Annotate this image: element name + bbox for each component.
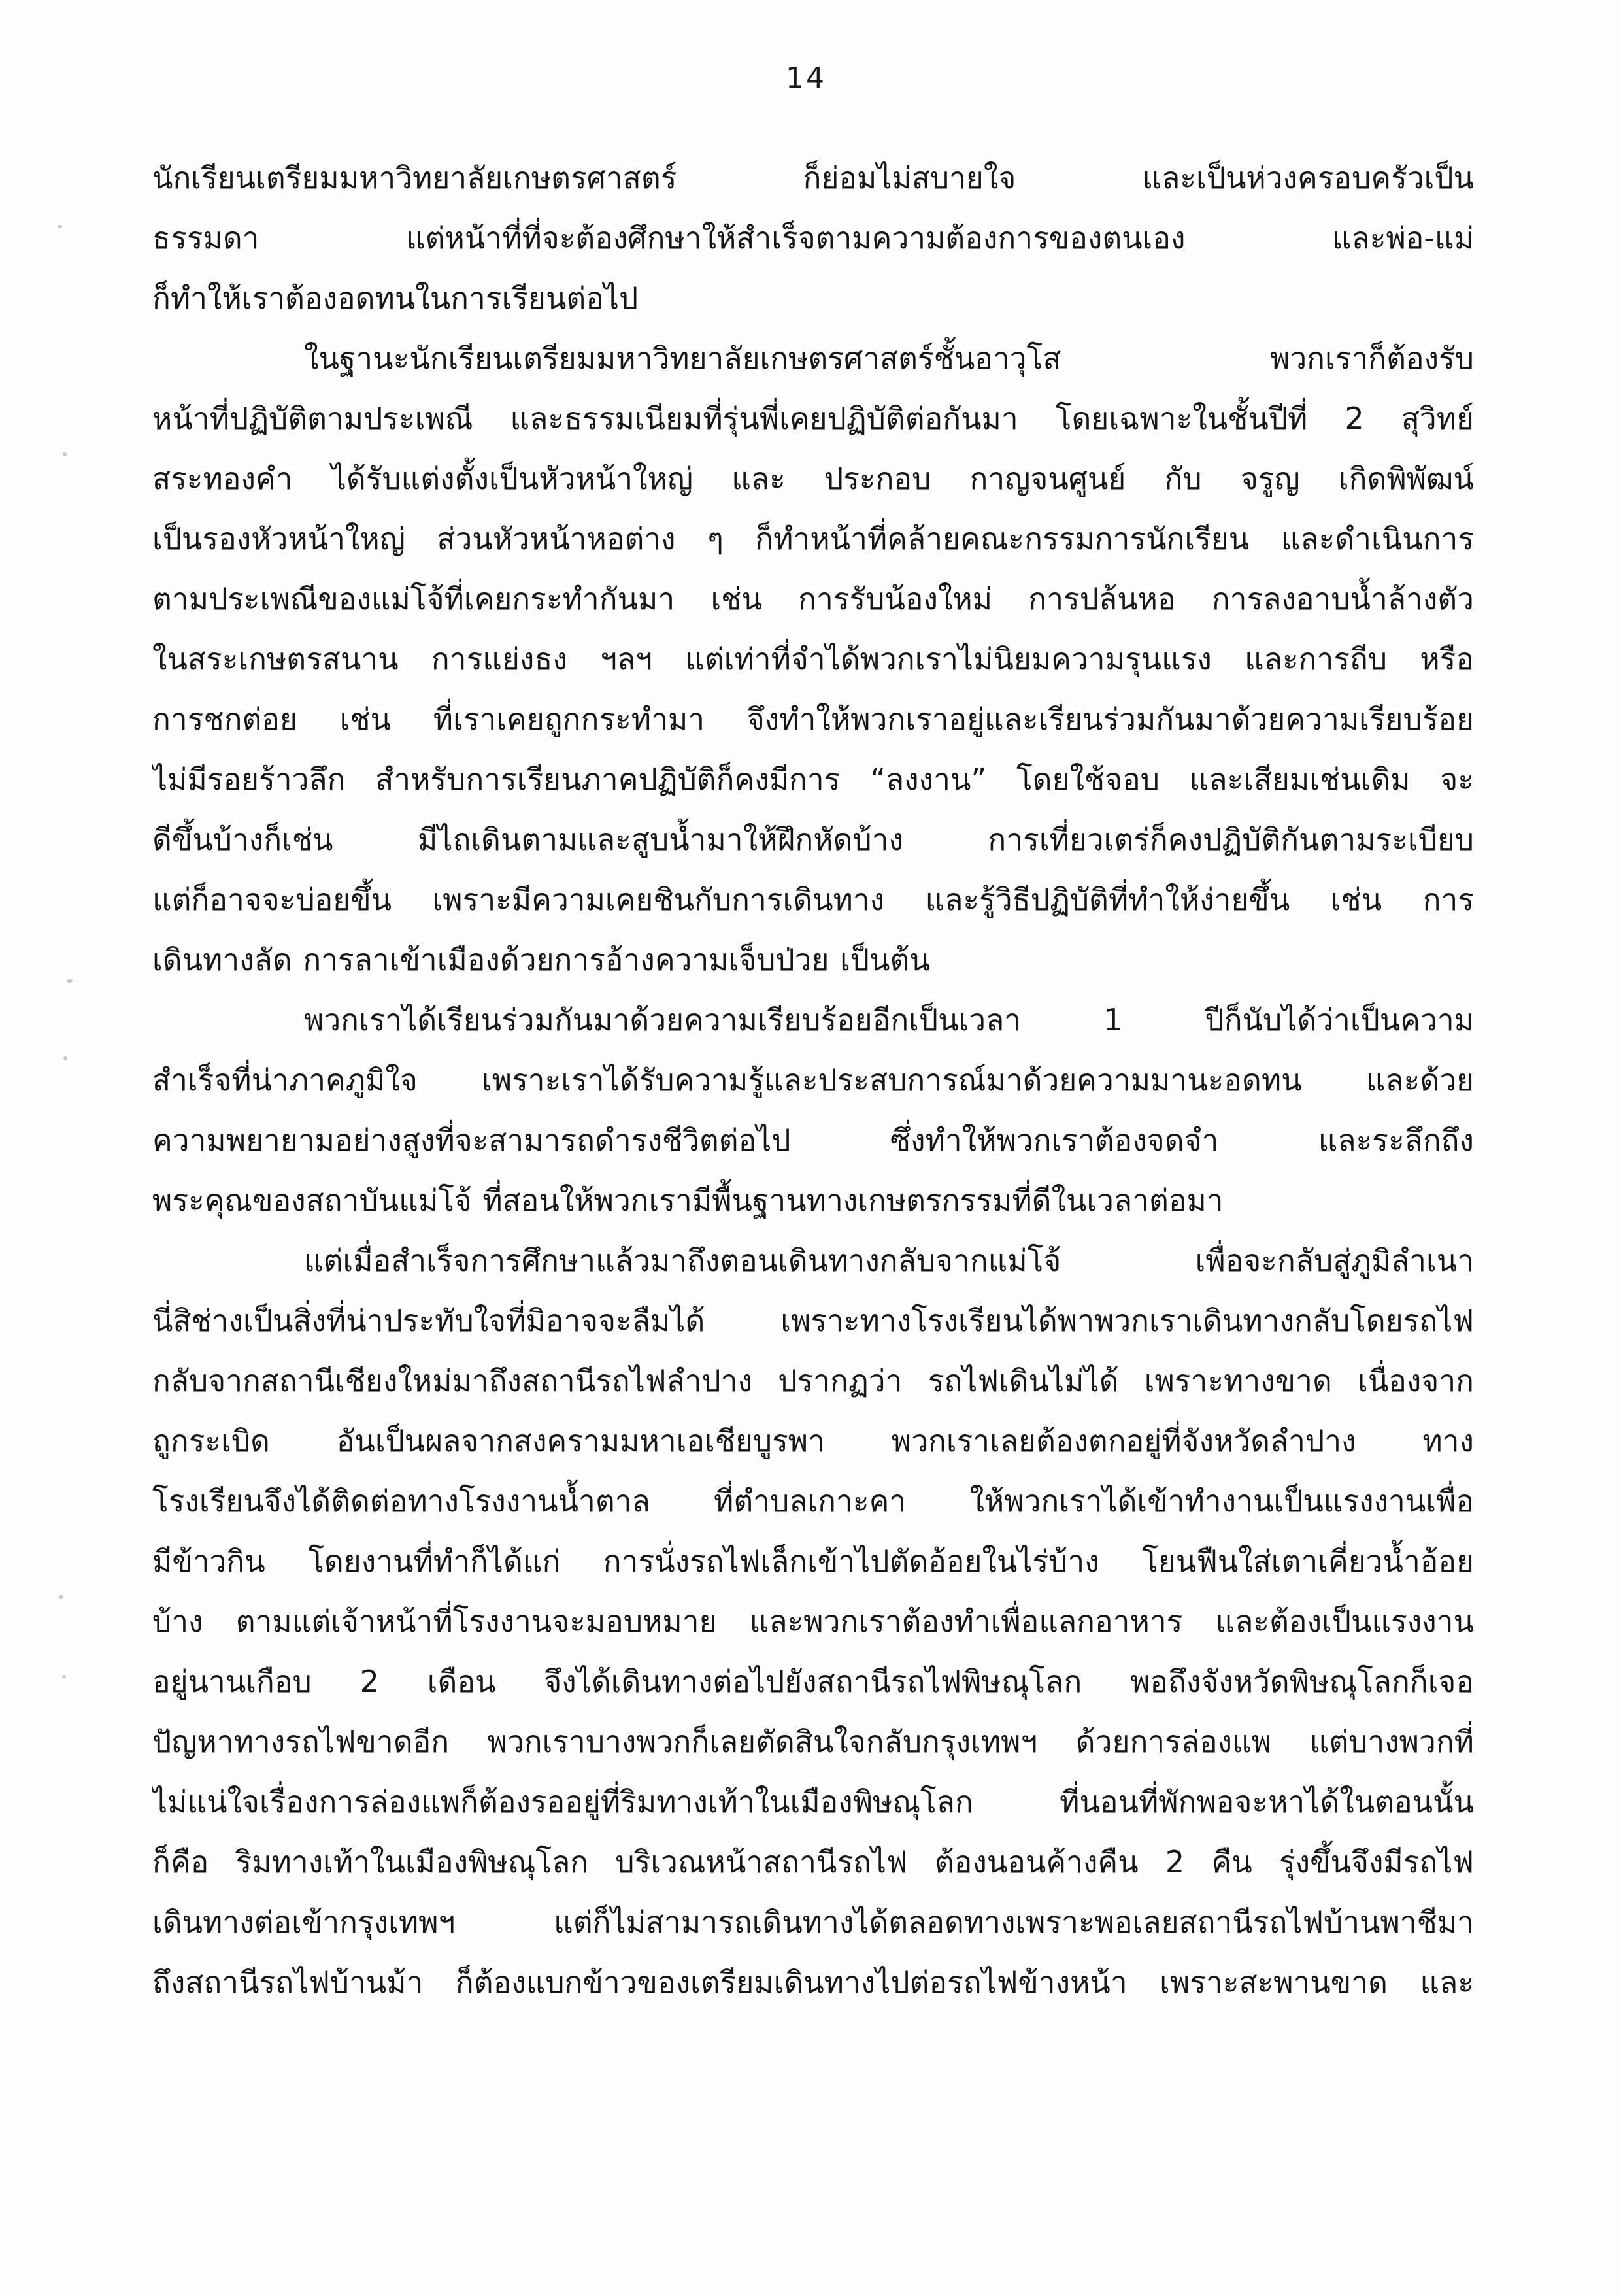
text-line: พวกเราได้เรียนร่วมกันมาด้วยความเรียบร้อยอีกเป็นเวลา 1 ปีก็นับได้ว่าเป็นความ: [304, 1002, 1474, 1038]
text-line: เป็นรองหัวหน้าใหญ่ ส่วนหัวหน้าหอต่าง ๆ ก็ทำหน้าที่คล้ายคณะกรรมการนักเรียน และดำเนินการ: [152, 521, 1474, 556]
page-number: 14: [786, 61, 826, 95]
text-body: [152, 148, 1474, 2012]
text-line: กลับจากสถานีเชียงใหม่มาถึงสถานีรถไฟลำปาง ปรากฏว่า รถไฟเดินไม่ได้ เพราะทางขาด เนื่องจาก: [152, 1363, 1474, 1398]
text-line: มีข้าวกิน โดยงานที่ทำก็ได้แก่ การนั่งรถไฟเล็กเข้าไปตัดอ้อยในไร่บ้าง โยนฟืนใส่เตาเคี่ยวน้ำอ้อย: [152, 1544, 1474, 1579]
text-line: โรงเรียนจึงได้ติดต่อทางโรงงานน้ำตาล ที่ตำบลเกาะคา ให้พวกเราได้เข้าทำงานเป็นแรงงานเพื่อ: [152, 1483, 1474, 1519]
scan-speck: [67, 979, 73, 983]
text-line: นี่สิช่างเป็นสิ่งที่น่าประทับใจที่มิอาจจะลืมได้ เพราะทางโรงเรียนได้พาพวกเราเดินทางกลับโดยรถไฟ: [152, 1303, 1474, 1338]
text-line: นักเรียนเตรียมมหาวิทยาลัยเกษตรศาสตร์ ก็ย่อมไม่สบายใจ และเป็นห่วงครอบครัวเป็น: [152, 160, 1474, 195]
text-line: หน้าที่ปฏิบัติตามประเพณี และธรรมเนียมที่รุ่นพี่เคยปฏิบัติต่อกันมา โดยเฉพาะในชั้นปีที่ 2 สุวิทย์: [152, 401, 1474, 436]
scan-speck: [63, 452, 67, 456]
text-line: สำเร็จที่น่าภาคภูมิใจ เพราะเราได้รับความรู้และประสบการณ์มาด้วยความมานะอดทน และด้วย: [152, 1062, 1474, 1098]
scan-speck: [58, 225, 62, 228]
text-line: บ้าง ตามแต่เจ้าหน้าที่โรงงานจะมอบหมาย และพวกเราต้องทำเพื่อแลกอาหาร และต้องเป็นแรงงาน: [152, 1604, 1474, 1639]
scan-speck: [62, 1675, 66, 1678]
text-line: ความพยายามอย่างสูงที่จะสามารถดำรงชีวิตต่อไป ซึ่งทำให้พวกเราต้องจดจำ และระลึกถึง: [152, 1123, 1474, 1158]
text-line: ปัญหาทางรถไฟขาดอีก พวกเราบางพวกก็เลยตัดสินใจกลับกรุงเทพฯ ด้วยการล่องแพ แต่บางพวกที่: [152, 1724, 1474, 1759]
text-line: ในฐานะนักเรียนเตรียมมหาวิทยาลัยเกษตรศาสตร์ชั้นอาวุโส พวกเราก็ต้องรับ: [304, 341, 1474, 376]
text-line: ก็คือ ริมทางเท้าในเมืองพิษณุโลก บริเวณหน้าสถานีรถไฟ ต้องนอนค้างคืน 2 คืน รุ่งขึ้นจึงมีรถไฟ: [152, 1844, 1474, 1880]
text-line: ดีขึ้นบ้างก็เช่น มีไถเดินตามและสูบน้ำมาให้ฝึกหัดบ้าง การเที่ยวเตร่ก็คงปฏิบัติกันตามระเบียบ: [152, 822, 1474, 857]
scan-speck: [63, 1056, 67, 1060]
text-line: ธรรมดา แต่หน้าที่ที่จะต้องศึกษาให้สำเร็จตามความต้องการของตนเอง และพ่อ-แม่: [152, 220, 1474, 256]
text-line: เดินทางลัด การลาเข้าเมืองด้วยการอ้างความเจ็บป่วย เป็นต้น: [152, 942, 930, 977]
text-line: ไม่มีรอยร้าวลึก สำหรับการเรียนภาคปฏิบัติก็คงมีการ “ลงงาน” โดยใช้จอบ และเสียมเช่นเดิม จะ: [152, 762, 1474, 797]
text-line: อยู่นานเกือบ 2 เดือน จึงได้เดินทางต่อไปยังสถานีรถไฟพิษณุโลก พอถึงจังหวัดพิษณุโลกก็เจอ: [152, 1664, 1474, 1699]
scan-speck: [59, 1595, 63, 1599]
text-line: ตามประเพณีของแม่โจ้ที่เคยกระทำกันมา เช่น การรับน้องใหม่ การปล้นหอ การลงอาบน้ำล้างตัว: [152, 581, 1474, 616]
text-line: ก็ทำให้เราต้องอดทนในการเรียนต่อไป: [152, 280, 639, 316]
text-line: เดินทางต่อเข้ากรุงเทพฯ แต่ก็ไม่สามารถเดินทางได้ตลอดทางเพราะพอเลยสถานีรถไฟบ้านพาชีมา: [152, 1904, 1474, 1940]
text-line: แต่ก็อาจจะบ่อยขึ้น เพราะมีความเคยชินกับการเดินทาง และรู้วิธีปฏิบัติที่ทำให้ง่ายขึ้น เช่น การ: [152, 882, 1474, 917]
text-line: การชกต่อย เช่น ที่เราเคยถูกกระทำมา จึงทำให้พวกเราอยู่และเรียนร่วมกันมาด้วยความเรียบร้อย: [152, 701, 1474, 737]
text-line: สระทองคำ ได้รับแต่งตั้งเป็นหัวหน้าใหญ่ และ ประกอบ กาญจนศูนย์ กับ จรูญ เกิดพิพัฒน์: [152, 461, 1474, 496]
text-line: ไม่แน่ใจเรื่องการล่องแพก็ต้องรออยู่ที่ริมทางเท้าในเมืองพิษณุโลก ที่นอนที่พักพอจะหาได้ในตอนนั้น: [152, 1784, 1474, 1819]
text-line: ถึงสถานีรถไฟบ้านม้า ก็ต้องแบกข้าวของเตรียมเดินทางไปต่อรถไฟข้างหน้า เพราะสะพานขาด และ: [152, 1965, 1474, 2000]
text-line: ถูกระเบิด อันเป็นผลจากสงครามมหาเอเชียบูรพา พวกเราเลยต้องตกอยู่ที่จังหวัดลำปาง ทาง: [152, 1423, 1474, 1459]
text-line: แต่เมื่อสำเร็จการศึกษาแล้วมาถึงตอนเดินทางกลับจากแม่โจ้ เพื่อจะกลับสู่ภูมิลำเนา: [304, 1243, 1474, 1278]
text-line: พระคุณของสถาบันแม่โจ้ ที่สอนให้พวกเรามีพื้นฐานทางเกษตรกรรมที่ดีในเวลาต่อมา: [152, 1183, 1224, 1218]
text-line: ในสระเกษตรสนาน การแย่งธง ฯลฯ แต่เท่าที่จำได้พวกเราไม่นิยมความรุนแรง และการถีบ หรือ: [152, 641, 1474, 677]
